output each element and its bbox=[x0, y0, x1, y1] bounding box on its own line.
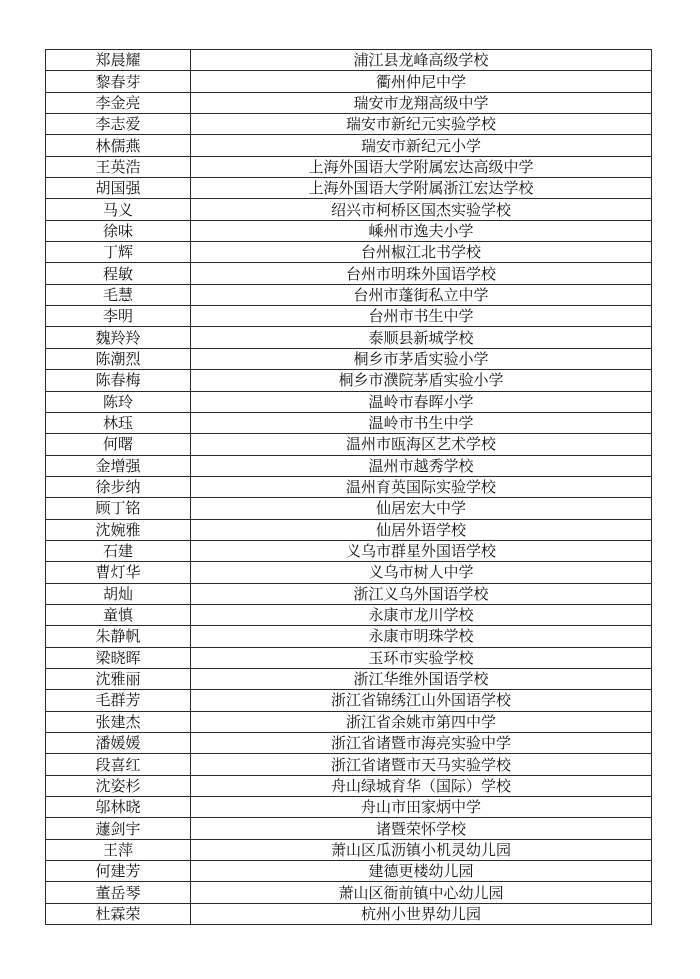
school-cell: 浙江华维外国语学校 bbox=[191, 668, 652, 689]
table-row bbox=[46, 476, 652, 497]
table-row bbox=[46, 818, 652, 839]
table-row bbox=[46, 114, 652, 135]
table-row bbox=[46, 711, 652, 732]
school-cell: 萧山区瓜沥镇小机灵幼儿园 bbox=[191, 839, 652, 860]
school-cell: 义乌市树人中学 bbox=[191, 562, 652, 583]
name-cell: 毛慧 bbox=[46, 284, 191, 305]
table-row bbox=[46, 604, 652, 625]
name-cell: 潘媛媛 bbox=[46, 733, 191, 754]
school-cell: 温州市瓯海区艺术学校 bbox=[191, 434, 652, 455]
school-cell: 绍兴市柯桥区国杰实验学校 bbox=[191, 199, 652, 220]
name-cell: 王英浩 bbox=[46, 156, 191, 177]
name-cell: 黎春芽 bbox=[46, 71, 191, 92]
roster-sheet bbox=[45, 49, 651, 925]
name-cell: 顾丁铭 bbox=[46, 498, 191, 519]
name-cell: 胡灿 bbox=[46, 583, 191, 604]
table-row bbox=[46, 583, 652, 604]
name-cell: 董岳琴 bbox=[46, 882, 191, 903]
name-cell: 陈春梅 bbox=[46, 370, 191, 391]
name-cell: 何建芳 bbox=[46, 861, 191, 882]
table-row bbox=[46, 92, 652, 113]
name-cell: 王萍 bbox=[46, 839, 191, 860]
school-cell: 衢州仲尼中学 bbox=[191, 71, 652, 92]
table-row bbox=[46, 498, 652, 519]
name-cell: 徐步纳 bbox=[46, 476, 191, 497]
school-cell: 嵊州市逸夫小学 bbox=[191, 220, 652, 241]
table-row bbox=[46, 391, 652, 412]
name-cell: 童慎 bbox=[46, 604, 191, 625]
school-cell: 义乌市群星外国语学校 bbox=[191, 540, 652, 561]
table-row bbox=[46, 370, 652, 391]
table-row bbox=[46, 754, 652, 775]
name-cell: 何曙 bbox=[46, 434, 191, 455]
name-cell: 马义 bbox=[46, 199, 191, 220]
name-cell: 毛群芳 bbox=[46, 690, 191, 711]
table-row bbox=[46, 540, 652, 561]
name-cell: 李明 bbox=[46, 306, 191, 327]
school-cell: 浙江省诸暨市海亮实验中学 bbox=[191, 733, 652, 754]
table-row bbox=[46, 178, 652, 199]
school-cell: 泰顺县新城学校 bbox=[191, 327, 652, 348]
school-cell: 杭州小世界幼儿园 bbox=[191, 903, 652, 924]
table-row bbox=[46, 135, 652, 156]
table-row bbox=[46, 839, 652, 860]
name-cell: 沈婉雅 bbox=[46, 519, 191, 540]
name-cell: 石建 bbox=[46, 540, 191, 561]
table-row bbox=[46, 220, 652, 241]
table-row bbox=[46, 50, 652, 71]
name-cell: 杜霖荣 bbox=[46, 903, 191, 924]
school-cell: 永康市龙川学校 bbox=[191, 604, 652, 625]
name-cell: 林珏 bbox=[46, 412, 191, 433]
school-cell: 上海外国语大学附属宏达高级中学 bbox=[191, 156, 652, 177]
table-row bbox=[46, 647, 652, 668]
table-row bbox=[46, 668, 652, 689]
name-cell: 陈玲 bbox=[46, 391, 191, 412]
table-row bbox=[46, 327, 652, 348]
school-cell: 上海外国语大学附属浙江宏达学校 bbox=[191, 178, 652, 199]
school-cell: 萧山区衙前镇中心幼儿园 bbox=[191, 882, 652, 903]
table-row bbox=[46, 519, 652, 540]
school-cell: 浙江省余姚市第四中学 bbox=[191, 711, 652, 732]
name-cell: 蘧剑宇 bbox=[46, 818, 191, 839]
table-row bbox=[46, 199, 652, 220]
name-cell: 胡国强 bbox=[46, 178, 191, 199]
school-cell: 台州市蓬街私立中学 bbox=[191, 284, 652, 305]
school-cell: 永康市明珠学校 bbox=[191, 626, 652, 647]
school-cell: 玉环市实验学校 bbox=[191, 647, 652, 668]
school-cell: 温州市越秀学校 bbox=[191, 455, 652, 476]
school-cell: 台州椒江北书学校 bbox=[191, 242, 652, 263]
name-cell: 徐味 bbox=[46, 220, 191, 241]
school-cell: 仙居宏大中学 bbox=[191, 498, 652, 519]
school-cell: 桐乡市濮院茅盾实验小学 bbox=[191, 370, 652, 391]
school-cell: 浦江县龙峰高级学校 bbox=[191, 50, 652, 71]
table-row bbox=[46, 284, 652, 305]
name-cell: 沈雅丽 bbox=[46, 668, 191, 689]
name-cell: 金增强 bbox=[46, 455, 191, 476]
table-row bbox=[46, 455, 652, 476]
name-cell: 曹灯华 bbox=[46, 562, 191, 583]
table-row bbox=[46, 156, 652, 177]
table-row bbox=[46, 690, 652, 711]
name-cell: 朱静帆 bbox=[46, 626, 191, 647]
table-row bbox=[46, 797, 652, 818]
table-row bbox=[46, 861, 652, 882]
name-cell: 梁晓晖 bbox=[46, 647, 191, 668]
school-cell: 温岭市春晖小学 bbox=[191, 391, 652, 412]
school-cell: 瑞安市新纪元实验学校 bbox=[191, 114, 652, 135]
school-cell: 瑞安市龙翔高级中学 bbox=[191, 92, 652, 113]
school-cell: 浙江义乌外国语学校 bbox=[191, 583, 652, 604]
school-cell: 舟山绿城育华（国际）学校 bbox=[191, 775, 652, 796]
table-row bbox=[46, 626, 652, 647]
school-cell: 台州市书生中学 bbox=[191, 306, 652, 327]
school-cell: 浙江省诸暨市天马实验学校 bbox=[191, 754, 652, 775]
table-row bbox=[46, 882, 652, 903]
table-row bbox=[46, 306, 652, 327]
name-cell: 李金亮 bbox=[46, 92, 191, 113]
school-cell: 浙江省锦绣江山外国语学校 bbox=[191, 690, 652, 711]
table-row bbox=[46, 71, 652, 92]
table-row bbox=[46, 263, 652, 284]
school-cell: 桐乡市茅盾实验小学 bbox=[191, 348, 652, 369]
table-row bbox=[46, 412, 652, 433]
table-row bbox=[46, 348, 652, 369]
table-row bbox=[46, 434, 652, 455]
name-cell: 张建杰 bbox=[46, 711, 191, 732]
name-cell: 林儒燕 bbox=[46, 135, 191, 156]
school-cell: 舟山市田家炳中学 bbox=[191, 797, 652, 818]
name-cell: 郑晨耀 bbox=[46, 50, 191, 71]
school-cell: 台州市明珠外国语学校 bbox=[191, 263, 652, 284]
name-cell: 沈姿杉 bbox=[46, 775, 191, 796]
school-cell: 温州育英国际实验学校 bbox=[191, 476, 652, 497]
school-cell: 诸暨荣怀学校 bbox=[191, 818, 652, 839]
table-row bbox=[46, 733, 652, 754]
name-cell: 程敏 bbox=[46, 263, 191, 284]
name-cell: 李志爱 bbox=[46, 114, 191, 135]
name-cell: 段喜红 bbox=[46, 754, 191, 775]
name-cell: 陈潮烈 bbox=[46, 348, 191, 369]
school-cell: 仙居外语学校 bbox=[191, 519, 652, 540]
name-cell: 邬林晓 bbox=[46, 797, 191, 818]
name-cell: 丁辉 bbox=[46, 242, 191, 263]
school-cell: 建德更楼幼儿园 bbox=[191, 861, 652, 882]
table-row bbox=[46, 903, 652, 924]
table-row bbox=[46, 562, 652, 583]
table-row bbox=[46, 242, 652, 263]
table-row bbox=[46, 775, 652, 796]
roster-table bbox=[45, 49, 652, 925]
school-cell: 温岭市书生中学 bbox=[191, 412, 652, 433]
school-cell: 瑞安市新纪元小学 bbox=[191, 135, 652, 156]
name-cell: 魏羚羚 bbox=[46, 327, 191, 348]
